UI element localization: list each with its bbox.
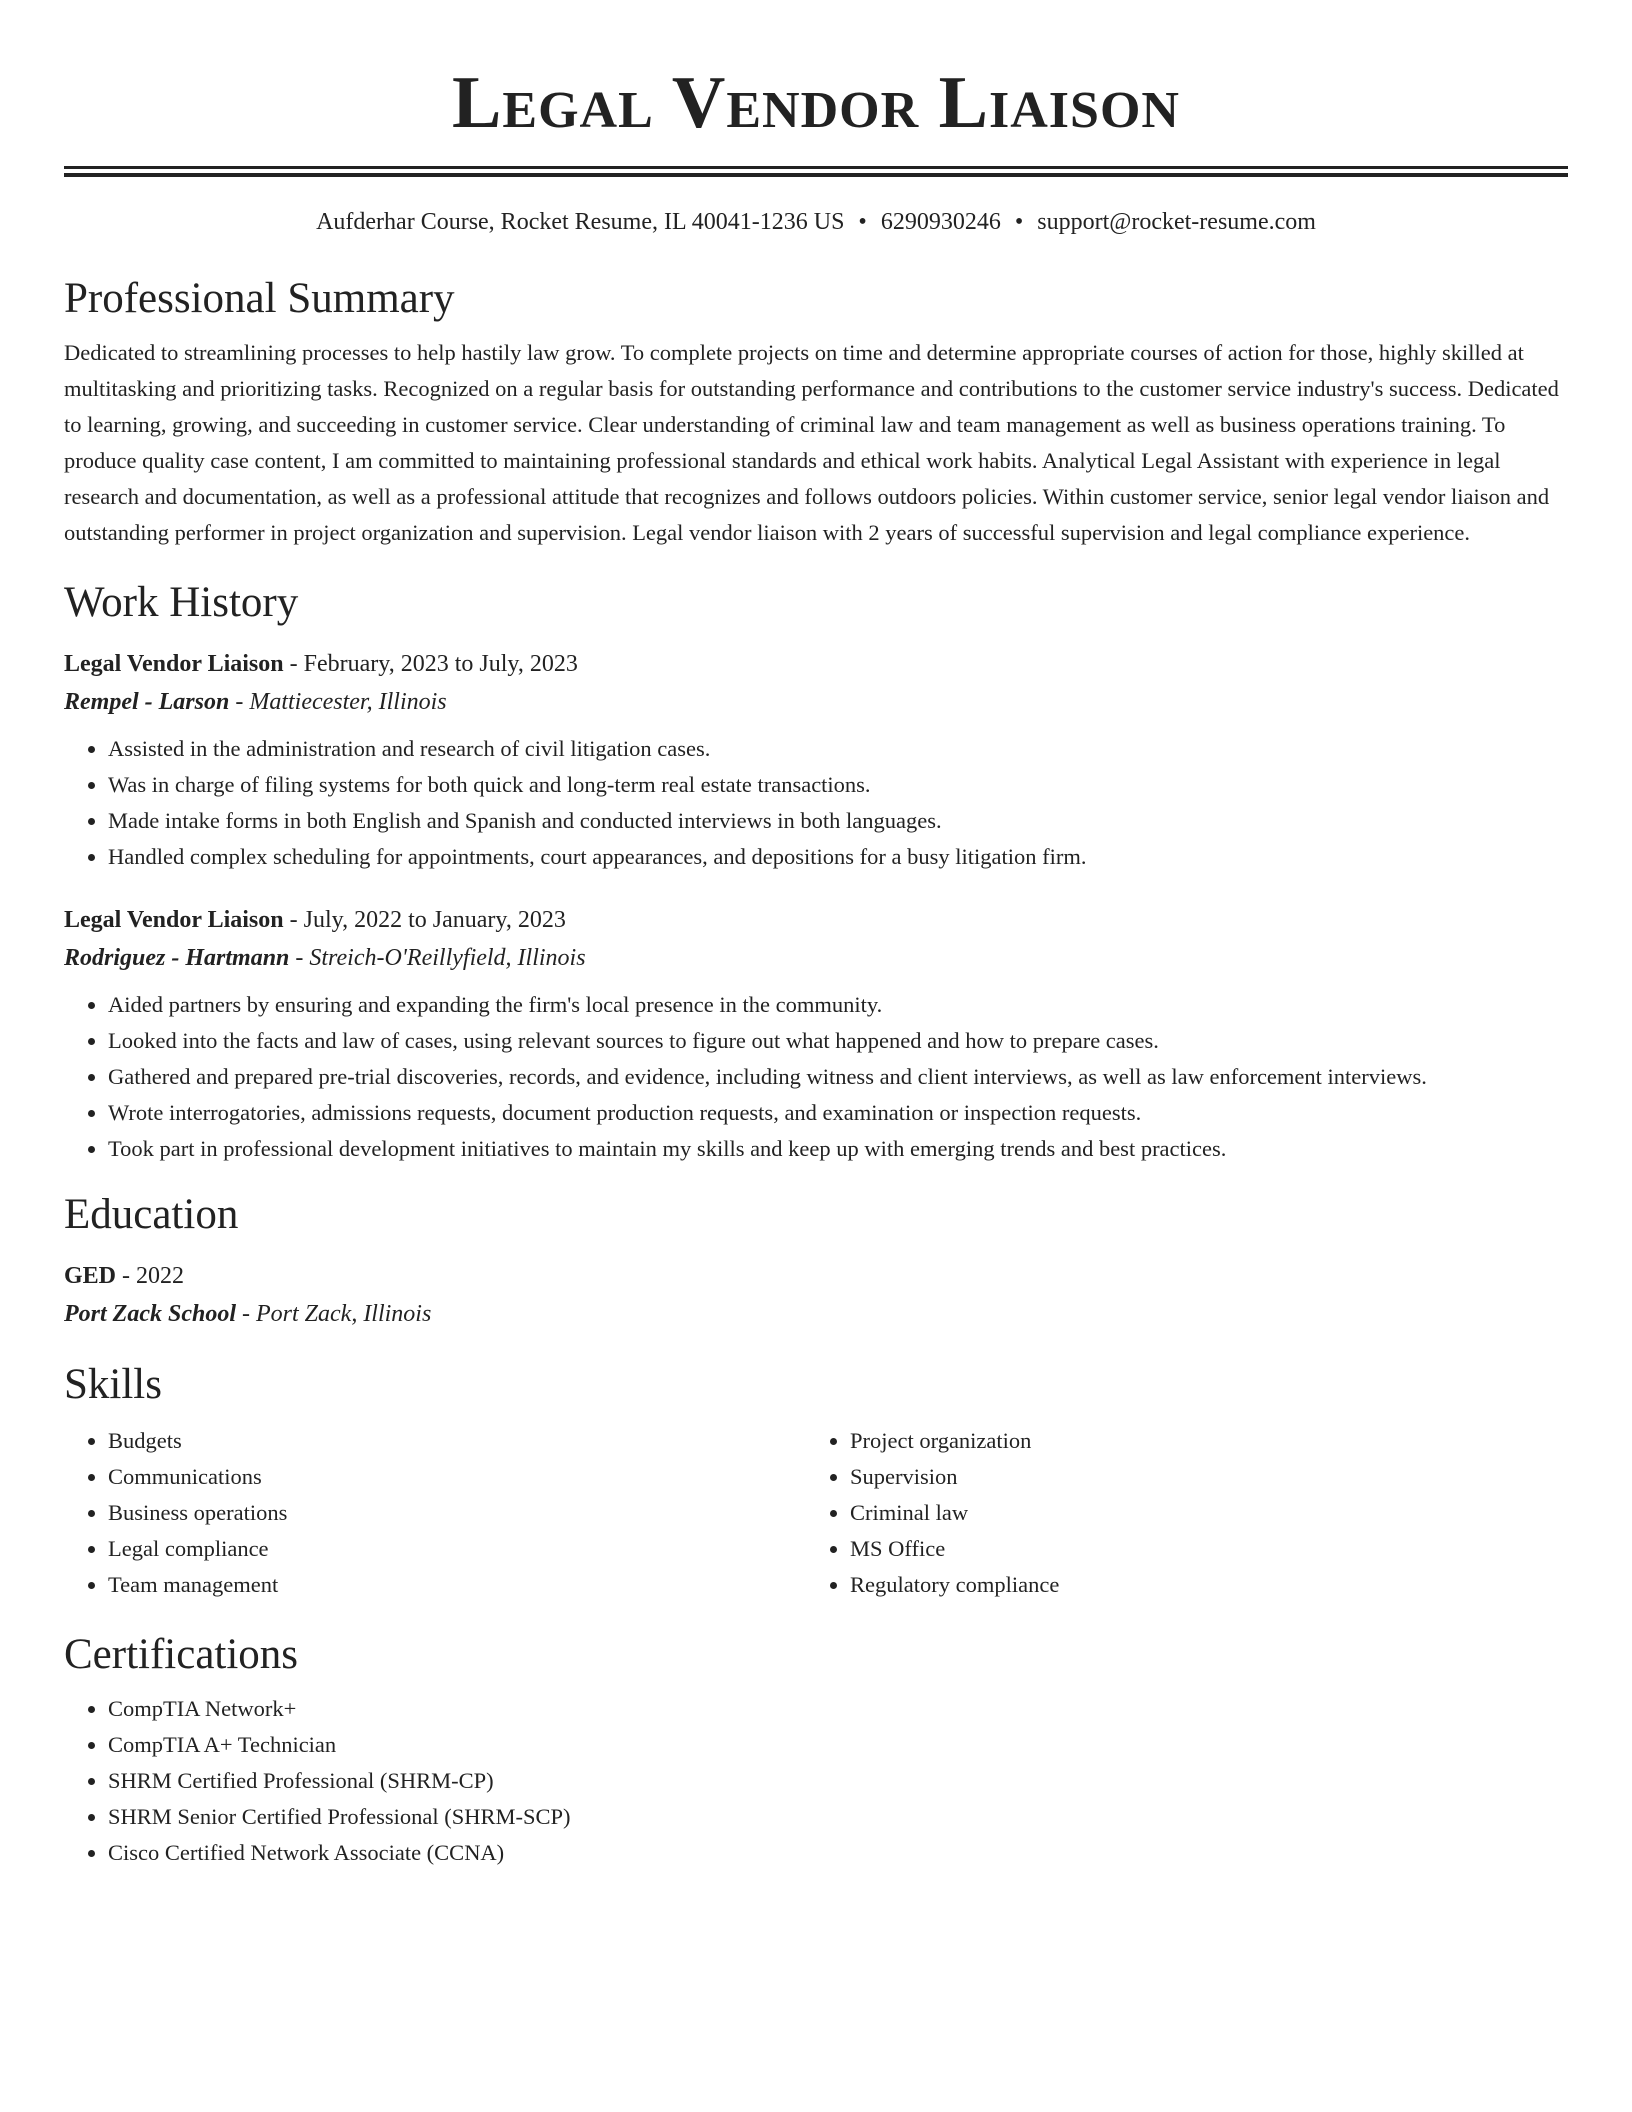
- list-item: • Assisted in the administration and research of civil litigation cases.: [108, 731, 1568, 767]
- job-dates: - July, 2022 to January, 2023: [283, 907, 566, 933]
- degree-line: [64, 1257, 1568, 1295]
- job-company: Rempel - Larson: [64, 689, 230, 715]
- list-item: • Looked into the facts and law of cases, using relevant sources to figure out what happened and how to prepare cases.: [108, 1023, 1568, 1059]
- list-item: • Legal compliance: [108, 1531, 806, 1567]
- job-bullets: [64, 987, 1568, 1167]
- list-item: • CompTIA Network+: [108, 1691, 1568, 1727]
- job-bullets: [64, 731, 1568, 875]
- job-location: - Mattiecester, Illinois: [229, 689, 447, 715]
- list-item: • Regulatory compliance: [850, 1567, 1548, 1603]
- skills-list-left: [64, 1423, 806, 1603]
- list-item: • Communications: [108, 1459, 806, 1495]
- header-divider: [64, 166, 1568, 177]
- job-role: Legal Vendor Liaison: [64, 907, 284, 933]
- contact-address: Aufderhar Course, Rocket Resume, IL 40041-1236 US: [316, 209, 845, 235]
- list-item: • Handled complex scheduling for appointments, court appearances, and depositions for a busy litigation firm.: [108, 839, 1568, 875]
- list-item: • Was in charge of filing systems for both quick and long-term real estate transactions.: [108, 767, 1568, 803]
- job-dates: - February, 2023 to July, 2023: [283, 651, 578, 677]
- job-entry: [64, 901, 1568, 1167]
- job-title-line: [64, 901, 1568, 939]
- list-item: • Criminal law: [850, 1495, 1548, 1531]
- job-entry: [64, 645, 1568, 875]
- list-item: • MS Office: [850, 1531, 1548, 1567]
- list-item: • CompTIA A+ Technician: [108, 1727, 1568, 1763]
- job-company: Rodriguez - Hartmann: [64, 945, 290, 971]
- degree-year: - 2022: [116, 1263, 185, 1289]
- list-item: • SHRM Senior Certified Professional (SHRM-SCP): [108, 1799, 1568, 1835]
- list-item: • Cisco Certified Network Associate (CCNA): [108, 1835, 1568, 1871]
- job-company-line: [64, 939, 1568, 977]
- contact-line: [64, 207, 1568, 237]
- school-name: Port Zack School: [64, 1301, 236, 1327]
- job-title-line: [64, 645, 1568, 683]
- summary-text: Dedicated to streamlining processes to help hastily law grow. To complete projects on time and determine appropriate courses of action for those, highly skilled at multitasking and prioritizing tasks. Recognized on a regular basis for outstanding performance and contributions to the customer service industry's success. Dedicated to learning, growing, and succeeding in customer service. Clear understanding of criminal law and team management as well as business operations training. To produce quality case content, I am committed to maintaining professional standards and ethical work habits. Analytical Legal Assistant with experience in legal research and documentation, as well as a professional attitude that recognizes and follows outdoors policies. Within customer service, senior legal vendor liaison and outstanding performer in project organization and supervision. Legal vendor liaison with 2 years of successful supervision and legal compliance experience.: [64, 340, 1559, 545]
- list-item: • Made intake forms in both English and Spanish and conducted interviews in both languages.: [108, 803, 1568, 839]
- degree: GED: [64, 1263, 117, 1289]
- certifications-list: [64, 1691, 1568, 1871]
- list-item: • Supervision: [850, 1459, 1548, 1495]
- skills-grid: [64, 1423, 1568, 1603]
- contact-phone: 6290930246: [880, 209, 1001, 235]
- job-location: - Streich-O'Reillyfield, Illinois: [289, 945, 586, 971]
- contact-email: support@rocket-resume.com: [1037, 209, 1316, 235]
- skills-list-right: [806, 1423, 1548, 1603]
- job-role: Legal Vendor Liaison: [64, 651, 284, 677]
- education-entry: [64, 1257, 1568, 1333]
- list-item: • Aided partners by ensuring and expanding the firm's local presence in the community.: [108, 987, 1568, 1023]
- job-company-line: [64, 683, 1568, 721]
- separator-dot: •: [1014, 209, 1024, 235]
- work-history-heading: Work History: [64, 579, 299, 626]
- list-item: • Team management: [108, 1567, 806, 1603]
- certifications-heading: Certifications: [64, 1631, 299, 1678]
- list-item: • Gathered and prepared pre-trial discoveries, records, and evidence, including witness and client interviews, as well as law enforcement interviews.: [108, 1059, 1568, 1095]
- list-item: • Business operations: [108, 1495, 806, 1531]
- list-item: • Wrote interrogatories, admissions requests, document production requests, and examination or inspection requests.: [108, 1095, 1568, 1131]
- skills-heading: Skills: [64, 1361, 162, 1408]
- list-item: • Budgets: [108, 1423, 806, 1459]
- school-line: [64, 1295, 1568, 1333]
- list-item: • Took part in professional development initiatives to maintain my skills and keep up with emerging trends and best practices.: [108, 1131, 1568, 1167]
- separator-dot: •: [858, 209, 867, 235]
- list-item: • Project organization: [850, 1423, 1548, 1459]
- school-location: - Port Zack, Illinois: [236, 1301, 432, 1327]
- resume-name: Legal Vendor Liaison: [452, 62, 1180, 144]
- education-heading: Education: [64, 1191, 239, 1238]
- list-item: • SHRM Certified Professional (SHRM-CP): [108, 1763, 1568, 1799]
- summary-heading: Professional Summary: [64, 275, 455, 322]
